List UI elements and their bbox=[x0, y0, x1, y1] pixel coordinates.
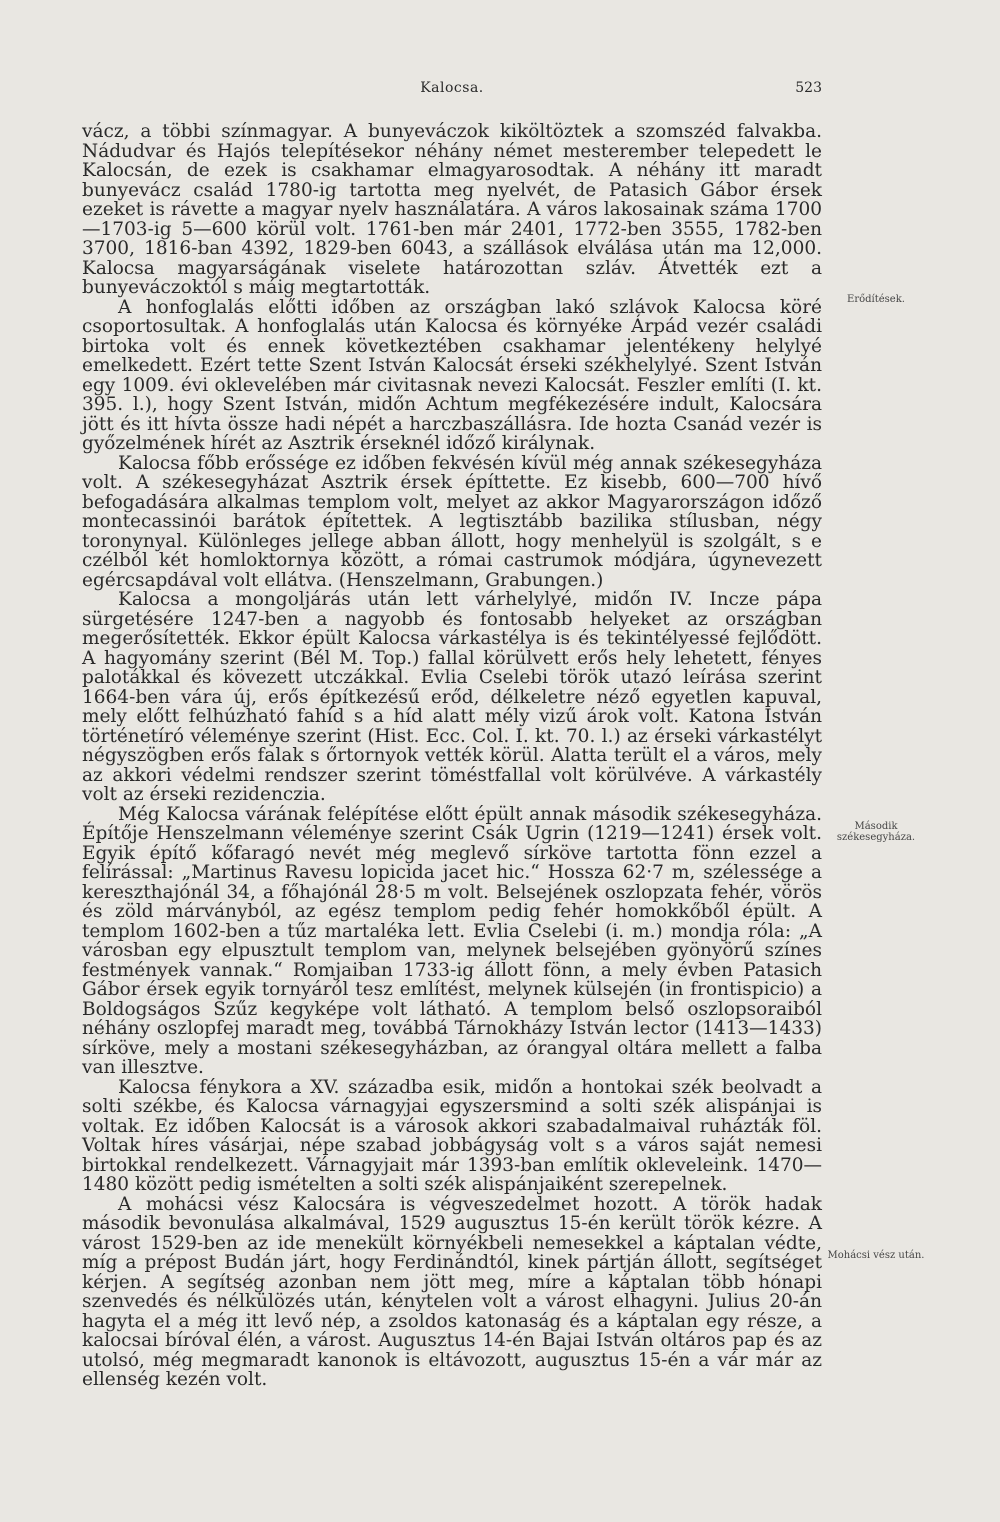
paragraph: Még Kalocsa várának felépítése előtt épült annak második székesegyháza. Építője Henszelmann véleménye szerint Csák Ugrin (1219—1241) érsek volt. Egyik építő kőfaragó nevét még meglevő sírköve tartotta fönn ezzel a felírással: „Martinus Ravesu lopicida jacet hic.“ Hossza 62·7 m, szélessége a kereszthajónál 34, a főhajónál 28·5 m volt. Belsejének oszlopzata fehér, vörös és zöld márványból, az egész templom pedig fehér homokkőből épült. A templom 1602-ben a tűz martaléka lett. Evlia Cselebi (i. m.) mondja róla: „A városban egy elpusztult templom van, melynek belsejében gyönyörű színes festmények vannak.“ Romjaiban 1733-ig állott fönn, a mely évben Patasich Gábor érsek egyik tornyáról tesz említést, melynek külsején (in frontispicio) a Boldogságos Szűz kegyképe volt látható. A templom belső oszlopsoraiból néhány oszlopfej maradt meg, továbbá Tárnokházy István lector (1413—1433) sírköve, mely a mostani székesegyházban, az órangyal oltára mellett a falba van illesztve. bbox=[82, 803, 822, 1078]
page-header bbox=[82, 80, 822, 100]
page-number: 523 bbox=[795, 80, 822, 96]
paragraph: A mohácsi vész Kalocsára is végveszedelmet hozott. A török hadak második bevonulása alkalmával, 1529 augusztus 15-én került török kézre. A várost 1529-ben az ide menekült környékbeli nemesekkel a káptalan védte, míg a prépost Budán járt, hogy Ferdinándtól, kinek pártján állott, segítséget kérjen. A segítség azonban nem jött meg, míre a káptalan több hónapi szenvedés és nélkülözés után, kénytelen volt a várost elhagyni. Julius 20-án hagyta el a még itt levő nép, a zsoldos katonaság és a káptalan egy része, a kalocsai bíróval élén, a várost. Augusztus 14-én Bajai István oltáros pap és az utolsó, még megmaradt kanonok is eltávozott, augusztus 15-én a vár már az ellenség kezén volt. bbox=[82, 1193, 822, 1390]
paragraph: A honfoglalás előtti időben az országban lakó szlávok Kalocsa köré csoportosultak. A honfoglalás után Kalocsa és környéke Árpád vezér családi birtoka volt és ennek következtében csakhamar jelentékeny helylyé emelkedett. Ezért tette Szent István Kalocsát érseki székhelylyé. Szent István egy 1009. évi oklevelében már civitasnak nevezi Kalocsát. Feszler említi (I. kt. 395. l.), hogy Szent István, midőn Achtum megfékezésére indult, Kalocsára jött és itt hívta össze hadi népét a harczbaszállásra. Ide hozta Csanád vezér is győzelmének hírét az Asztrik érseknél időző királynak. bbox=[82, 296, 822, 454]
paragraph: Kalocsa főbb erőssége ez időben fekvésén kívül még annak székesegyháza volt. A székesegyházat Asztrik érsek építtette. Ez kisebb, 600—700 hívő befogadására alkalmas templom volt, melyet az akkor Magyarországon időző montecassinói barátok építettek. A legtisztább bazilika stílusban, négy toronynyal. Különleges jellege abban állott, hogy menhelyül is szolgált, s e czélból két homloktornya között, a római castrumok módjára, úgynevezett egércsapdával volt ellátva. (Henszelmann, Grabungen.) bbox=[82, 452, 822, 591]
paragraph: Kalocsa fénykora a XV. századba esik, midőn a hontokai szék beolvadt a solti székbe, és Kalocsa várnagyjai egyszersmind a solti szék alispánjai is voltak. Ez időben Kalocsát is a városok akkori szabadalmaival ruházták föl. Voltak híres vásárjai, népe szabad jobbágyság volt s a város saját nemesi birtokkal rendelkezett. Várnagyjait már 1393-ban említik okleveleink. 1470—1480 között pedig ismételten a solti szék alispánjaiként szerepelnek. bbox=[82, 1076, 822, 1195]
marginal-note: Mohácsi vész után. bbox=[827, 1250, 925, 1261]
paragraph: vácz, a többi színmagyar. A bunyeváczok kiköltöztek a szomszéd falvakba. Nádudvar és Hajós telepítésekor néhány német mesterember telepedett le Kalocsán, de ezek is csakhamar elmagyarosodtak. A néhány itt maradt bunyevácz család 1780-ig tartotta meg nyelvét, de Patasich Gábor érsek ezeket is rávette a magyar nyelv használatára. A város lakosainak száma 1700—1703-ig 5—600 körül volt. 1761-ben már 2401, 1772-ben 3555, 1782-ben 3700, 1816-ban 4392, 1829-ben 6043, a szállások elválása után ma 12,000. Kalocsa magyarságának viselete határozottan szláv. Átvették ezt a bunyeváczoktól s máig megtartották. bbox=[82, 121, 822, 298]
marginal-note: Erődítések. bbox=[847, 294, 905, 305]
running-title: Kalocsa. bbox=[420, 80, 484, 96]
body-text bbox=[82, 122, 822, 1390]
marginal-note: Második székesegyháza. bbox=[836, 821, 916, 843]
paragraph: Kalocsa a mongoljárás után lett várhelylyé, midőn IV. Incze pápa sürgetésére 1247-ben a nagyobb és fontosabb helyeket az országban megerősítették. Ekkor épült Kalocsa várkastélya is és tekintélyessé fejlődött. A hagyomány szerint (Bél M. Top.) fallal körülvett erős hely lehetett, fényes palotákkal és kövezett utczákkal. Evlia Cselebi török utazó leírása szerint 1664-ben vára új, erős építkezésű erőd, délkeletre néző egyetlen kapuval, mely előtt felhúzható fahíd s a híd alatt mély vizű árok volt. Katona István történetíró véleménye szerint (Hist. Ecc. Col. I. kt. 70. l.) az érseki várkastélyt négyszögben erős falak s őrtornyok vették körül. Alatta terült el a város, mely az akkori védelmi rendszer szerint töméstfallal volt körülvéve. A várkastély volt az érseki rezidenczia. bbox=[82, 589, 822, 805]
